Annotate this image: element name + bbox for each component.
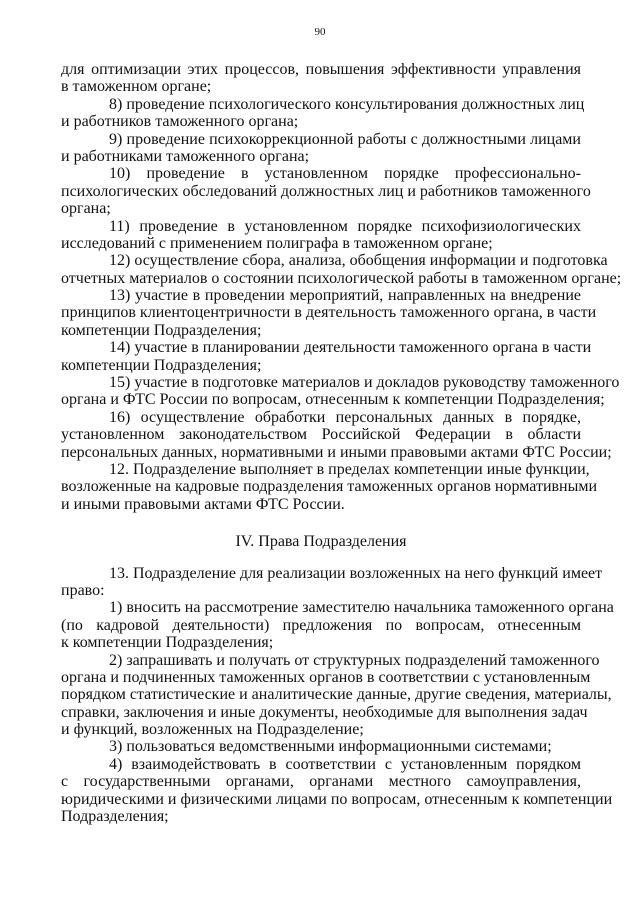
paragraph [61, 95, 585, 131]
section-functions [61, 61, 622, 513]
paragraph [61, 165, 591, 218]
paragraph [61, 374, 620, 409]
paragraph [61, 738, 581, 755]
paragraph [61, 651, 612, 739]
text-line: установленном законодательством Российской Федерации в области [61, 426, 581, 444]
text-line: право: [61, 581, 105, 599]
paragraph [61, 287, 597, 339]
text-line: 10) проведение в установленном порядке профессионально- [109, 165, 581, 183]
text-line: в таможенном органе; [61, 78, 212, 96]
text-line: персональных данных, нормативными и иными правовыми актами ФТС России; [61, 443, 612, 461]
text-line: компетенции Подразделения; [61, 356, 262, 374]
text-line: органа и ФТС России по вопросам, отнесенным к компетенции Подразделения; [61, 391, 605, 409]
text-line: Подразделения; [61, 808, 169, 826]
text-line: компетенции Подразделения; [61, 321, 262, 339]
text-line: возложенные на кадровые подразделения таможенных органов нормативными [61, 478, 598, 496]
paragraph [61, 218, 581, 253]
paragraph [61, 131, 581, 166]
section-rights [61, 564, 614, 826]
text-line: 1) вносить на рассмотрение заместителю начальника таможенного органа [109, 599, 614, 617]
text-line: и работниками таможенного органа; [61, 147, 310, 165]
text-line: справки, заключения и иные документы, необходимые для выполнения задач [61, 703, 588, 721]
text-line: принципов клиентоцентричности в деятельность таможенного органа, в части [61, 304, 597, 322]
text-line: 12) осуществление сбора, анализа, обобщения информации и подготовка [109, 252, 608, 270]
text-line: и иными правовыми актами ФТС России. [61, 495, 345, 513]
text-line: порядком статистические и аналитические данные, другие сведения, материалы, [61, 686, 612, 704]
text-line: к компетенции Подразделения; [61, 634, 274, 652]
text-line: органа и подчиненных таможенных органов в соответствии с установленным [61, 668, 591, 686]
text-line: психологических обследований должностных лиц и работников таможенного [61, 182, 591, 200]
text-line: (по кадровой деятельности) предложения по вопросам, отнесенным [61, 616, 581, 634]
document-body [61, 61, 622, 826]
text-line: 9) проведение психокоррекционной работы с должностными лицами [109, 130, 581, 148]
text-line: 14) участие в планировании деятельности таможенного органа в части [109, 339, 592, 357]
text-line: 8) проведение психологического консультирования должностных лиц [109, 95, 585, 113]
text-line: 12. Подразделение выполняет в пределах компетенции иные функции, [109, 460, 590, 478]
text-line: и функций, возложенных на Подразделение; [61, 721, 364, 739]
paragraph [61, 599, 614, 652]
paragraph [61, 564, 603, 600]
text-line: и работников таможенного органа; [61, 113, 299, 131]
text-line: юридическими и физическими лицами по вопросам, отнесенным к компетенции [61, 790, 613, 808]
paragraph [61, 755, 613, 826]
text-line: 15) участие в подготовке материалов и докладов руководству таможенного [109, 374, 620, 392]
text-line: органа; [61, 200, 111, 218]
paragraph [61, 460, 598, 513]
text-line: для оптимизации этих процессов, повышения эффективности управления [61, 61, 581, 78]
text-line: 3) пользоваться ведомственными информационными системами; [109, 738, 552, 756]
text-line: исследований с применением полиграфа в таможенном органе; [61, 234, 493, 252]
text-line: 11) проведение в установленном порядке психофизиологических [109, 217, 581, 235]
text-line: 4) взаимодействовать в соответствии с установленным порядком [109, 755, 581, 773]
page-number: 90 [314, 26, 326, 38]
text-line: с государственными органами, органами местного самоуправления, [61, 773, 581, 791]
paragraph [61, 61, 581, 96]
paragraph [61, 252, 622, 287]
paragraph [61, 408, 612, 461]
text-line: отчетных материалов о состоянии психологической работы в таможенном органе; [61, 269, 622, 287]
text-line: 2) запрашивать и получать от структурных подразделений таможенного [109, 651, 600, 669]
paragraph [61, 339, 592, 374]
section-heading: IV. Права Подразделения [235, 533, 407, 551]
text-line: 16) осуществление обработки персональных данных в порядке, [109, 408, 581, 426]
text-line: 13) участие в проведении мероприятий, направленных на внедрение [109, 287, 581, 305]
text-line: 13. Подразделение для реализации возложенных на него функций имеет [109, 564, 603, 582]
